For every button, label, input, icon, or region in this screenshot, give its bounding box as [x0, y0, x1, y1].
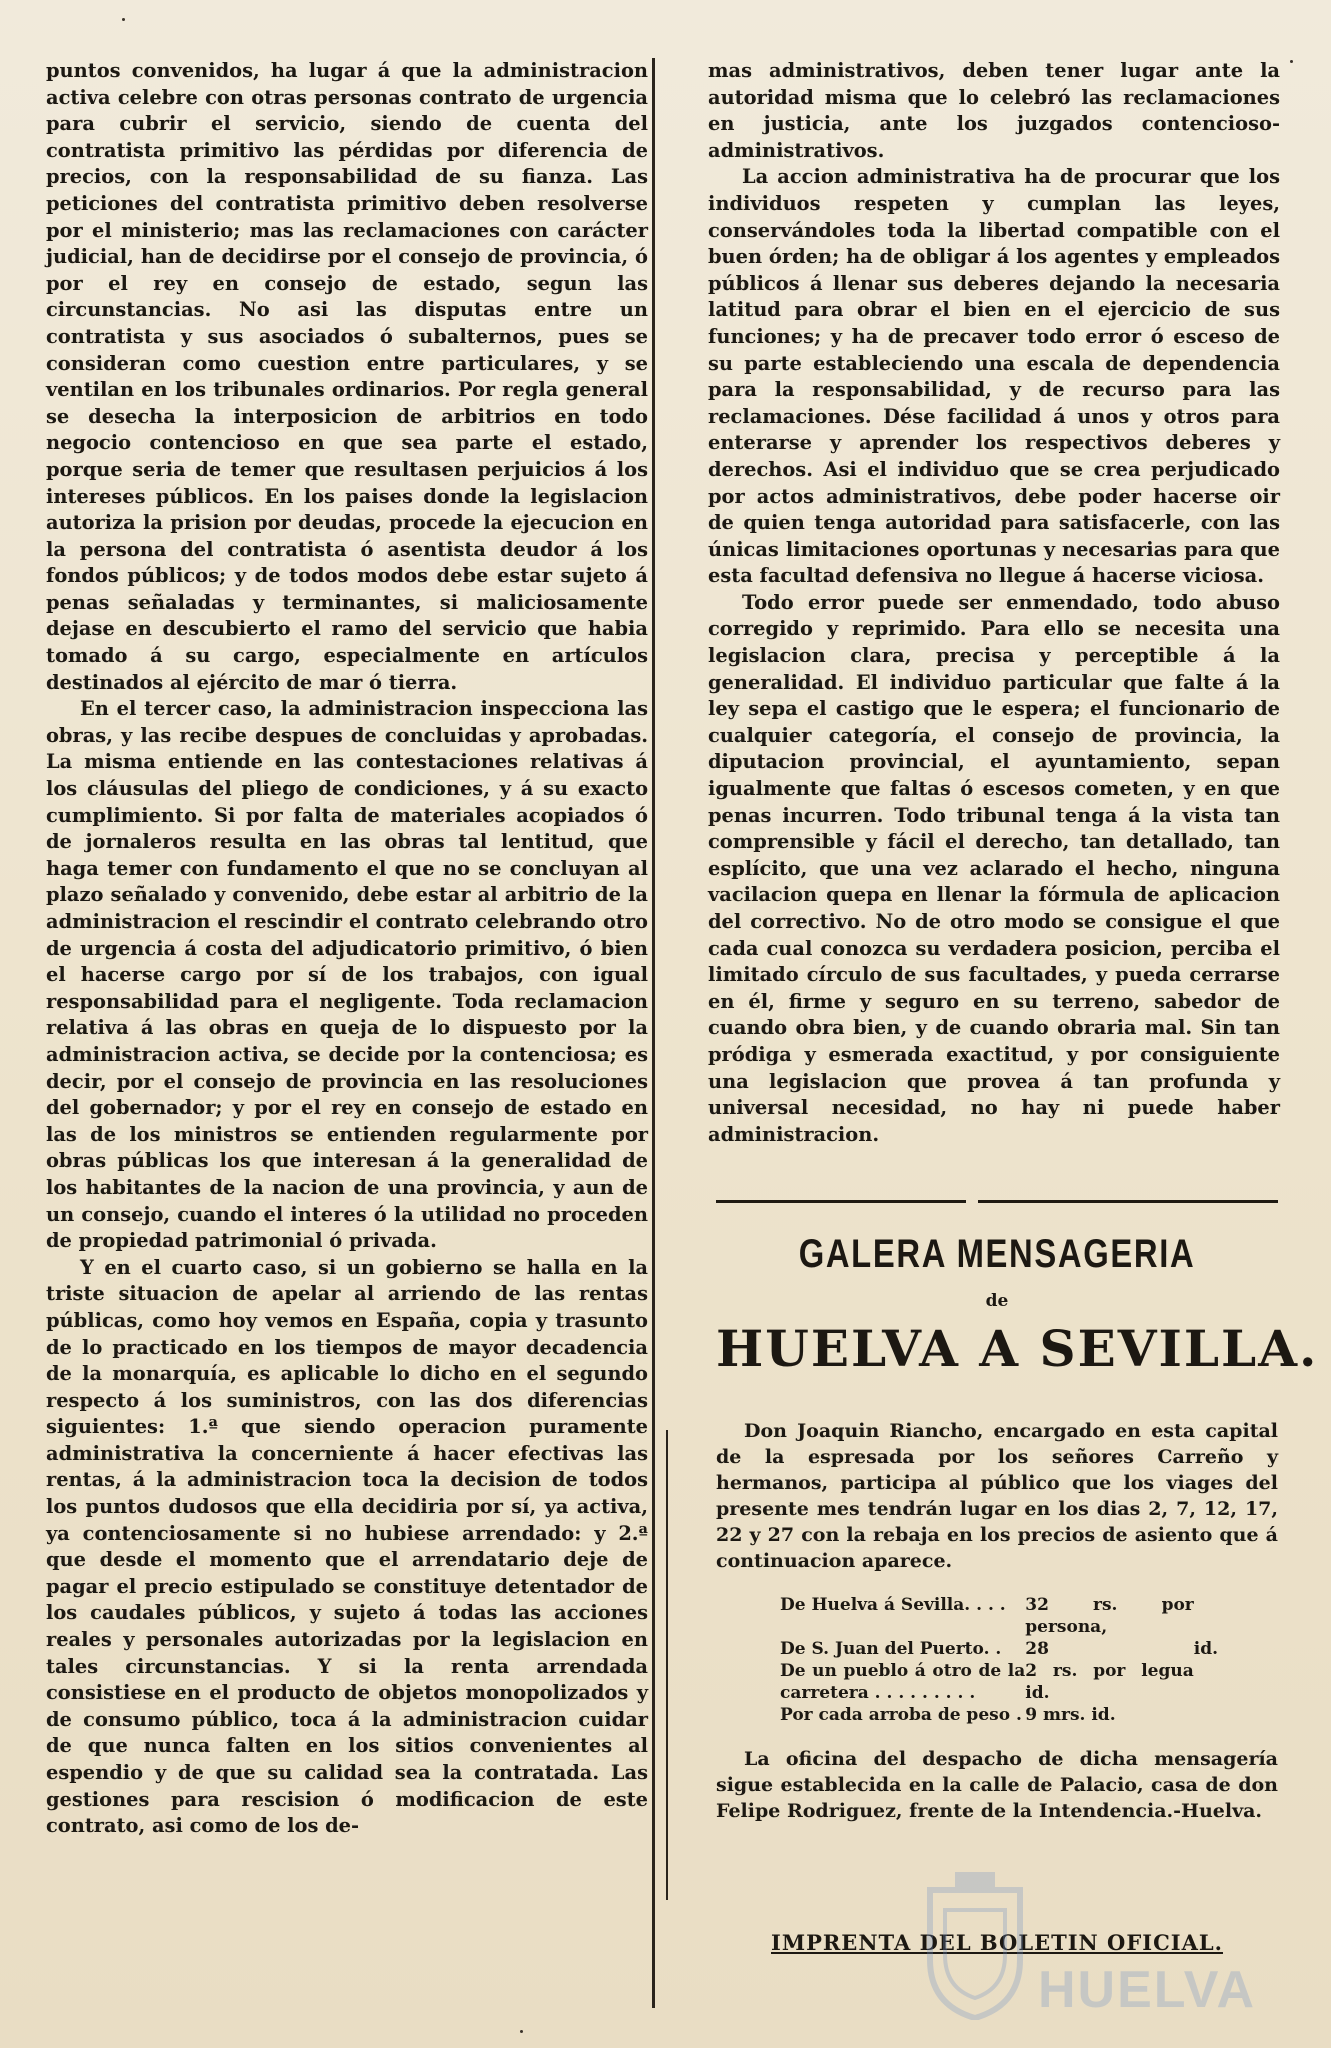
right-text-column	[708, 58, 1280, 1148]
ad-connector: de	[985, 1291, 1009, 1311]
fare-destination: De Huelva á Sevilla. . . .	[780, 1595, 1006, 1615]
watermark-text: HUELVA	[1038, 1961, 1257, 2019]
fare-price: 2 rs. por legua id.	[1025, 1661, 1194, 1703]
imprint-line: IMPRENTA DEL BOLETIN OFICIAL.	[771, 1930, 1223, 1955]
fare-price: 32 rs. por persona,	[1025, 1595, 1194, 1637]
fare-row	[780, 1638, 1278, 1660]
left-paragraph-1: puntos convenidos, ha lugar á que la administracion activa celebre con otras personas contrato de urgencia para cubrir el servicio, siendo de cuenta del contratista primitivo las pérdidas por diferencia de precios, con la responsabilidad de su fianza. Las peticiones del contratista primitivo deben resolverse por el ministerio; mas las reclamaciones con carácter judicial, han de decidirse por el consejo de provincia, ó por el rey en consejo de estado, segun las circunstancias. No asi las disputas entre un contratista y sus asociados ó subalternos, pues se consideran como cuestion entre particulares, y se ventilan en los tribunales ordinarios. Por regla general se desecha la interposicion de arbitrios en todo negocio contencioso en que sea parte el estado, porque seria de temer que resultasen perjuicios á los intereses públicos. En los paises donde la legislacion autoriza la prision por deudas, procede la ejecucion en la persona del contratista ó asentista deudor á los fondos públicos; y de todos modos debe estar sujeto á penas señaladas y terminantes, si maliciosamente dejase en descubierto el ramo del servicio que habia tomado á su cargo, especialmente en artículos destinados al ejército de mar ó tierra.	[46, 59, 648, 694]
library-watermark	[920, 1840, 1260, 2030]
right-paragraph-1: mas administrativos, deben tener lugar ante la autoridad misma que lo celebró las reclamaciones en justicia, ante los juzgados contencioso-administrativos.	[708, 59, 1280, 162]
fare-row	[780, 1660, 1278, 1704]
ad-route: HUELVA A SEVILLA.	[716, 1319, 1319, 1378]
column-divider	[652, 58, 655, 2008]
fare-destination: Por cada arroba de peso .	[780, 1705, 1022, 1725]
fare-row	[780, 1594, 1278, 1638]
fare-row	[780, 1704, 1278, 1726]
ad-office-notice: La oficina del despacho de dicha mensagería sigue establecida en la calle de Palacio, casa de don Felipe Rodriguez, frente de la Intendencia.-Huelva.	[716, 1748, 1278, 1822]
ad-title: GALERA MENSAGERIA	[798, 1232, 1196, 1276]
fare-unit	[1194, 1594, 1278, 1638]
fare-unit: id.	[1193, 1639, 1219, 1659]
ad-intro: Don Joaquin Riancho, encargado en esta capital de la espresada por los señores Carreño y hermanos, participa al público que los viages del presente mes tendrán lugar en los dias 2, 7, 12, 17, 22 y 27 con la rebaja en los precios de asiento que á continuacion aparece.	[716, 1420, 1278, 1572]
advertisement	[716, 1232, 1319, 1824]
fare-unit	[1194, 1704, 1278, 1726]
left-paragraph-2: En el tercer caso, la administracion inspecciona las obras, y las recibe despues de concluidas y aprobadas. La misma entiende en las contestaciones relativas á los cláusulas del pliego de condiciones, y á su exacto cumplimiento. Si por falta de materiales acopiados ó de jornaleros resulta en las obras tal lentitud, que haga temer con fundamento el que no se concluyan al plazo señalado y convenido, debe estar al arbitrio de la administracion el rescindir el contrato celebrando otro de urgencia á costa del adjudicatorio primitivo, ó bien el hacerse cargo por sí de los trabajos, con igual responsabilidad para el negligente. Toda reclamacion relativa á las obras en queja de lo dispuesto por la administracion activa, se decide por la contenciosa; es decir, por el consejo de provincia en las resoluciones del gobernador; y por el rey en consejo de estado en las de los ministros se entienden regularmente por obras públicas los que interesan á la generalidad de los habitantes de la nacion de una provincia, y aun de un consejo, cuando el interes ó la utilidad no proceden de propiedad patrimonial ó privada.	[46, 697, 648, 1253]
coat-of-arms-icon	[920, 1870, 1030, 2020]
fare-price: 28	[1025, 1639, 1049, 1659]
left-text-column	[46, 58, 648, 1840]
fare-destination: De un pueblo á otro de la carretera . . . . . . . . .	[780, 1661, 1026, 1703]
right-paragraph-3: Todo error puede ser enmendado, todo abuso corregido y reprimido. Para ello se necesita una legislacion clara, precisa y perceptible á la generalidad. El individuo particular que falte á la ley sepa el castigo que le espera; el funcionario de cualquier categoría, el consejo de provincia, la diputacion provincial, el ayuntamiento, sepan igualmente que faltas ó escesos cometen, y en que penas incurren. Todo tribunal tenga á la vista tan comprensible y fácil el derecho, tan detallado, tan esplícito, que una vez aclarado el hecho, ninguna vacilacion quepa en llenar la fórmula de aplicacion del correctivo. No de otro modo se consigue el que cada cual conozca su verdadera posicion, perciba el limitado círculo de sus facultades, y pueda cerrarse en él, firme y seguro en su terreno, sabedor de cuando obra bien, y de cuando obraria mal. Sin tan pródiga y esmerada exactitud, y por consiguiente una legislacion que provea á tan profunda y universal necesidad, no hay ni puede haber administracion.	[708, 590, 1280, 1146]
fare-table	[780, 1594, 1278, 1726]
fare-unit	[1194, 1660, 1278, 1704]
column-divider-lower	[666, 1430, 668, 1900]
section-separator	[716, 1200, 1278, 1206]
fare-destination: De S. Juan del Puerto. .	[780, 1639, 1002, 1659]
left-paragraph-3: Y en el cuarto caso, si un gobierno se halla en la triste situacion de apelar al arriendo de las rentas públicas, como hoy vemos en España, copia y trasunto de lo practicado en los tiempos de mayor decadencia de la monarquía, es aplicable lo dicho en el segundo respecto á los suministros, con las dos diferencias siguientes: 1.ª que siendo operacion puramente administrativa la concerniente á hacer efectivas las rentas, á la administracion toca la decision de todos los puntos dudosos que ella decidiria por sí, ya activa, ya contenciosamente si no hubiese arrendado: y 2.ª que desde el momento que el arrendatario deje de pagar el precio estipulado se constituye detentador de los caudales públicos, y sujeto á todas las acciones reales y personales autorizadas por la legislacion en tales circunstancias. Y si la renta arrendada consistiese en el producto de objetos monopolizados y de consumo público, toca á la administracion cuidar de que nunca falten en los sitios convenientes al espendio y de que su calidad sea la contratada. Las gestiones para rescision ó modificacion de este contrato, asi como de los de-	[46, 1255, 648, 1838]
right-paragraph-2: La accion administrativa ha de procurar que los individuos respeten y cumplan las leyes, conservándoles toda la libertad compatible con el buen órden; ha de obligar á los agentes y empleados públicos á llenar sus deberes dejando la necesaria latitud para obrar el bien en el ejercicio de sus funciones; y ha de precaver todo error ó esceso de su parte estableciendo una escala de dependencia para la responsabilidad, y de recurso para las reclamaciones. Dése facilidad á unos y otros para enterarse y aprender los respectivos deberes y derechos. Asi el individuo que se crea perjudicado por actos administrativos, debe poder hacerse oir de quien tenga autoridad para satisfacerle, con las únicas limitaciones oportunas y necesarias para que esta facultad defensiva no llegue á hacerse viciosa.	[708, 165, 1280, 588]
ad-body	[716, 1418, 1278, 1824]
fare-price: 9 mrs. id.	[1025, 1705, 1116, 1725]
